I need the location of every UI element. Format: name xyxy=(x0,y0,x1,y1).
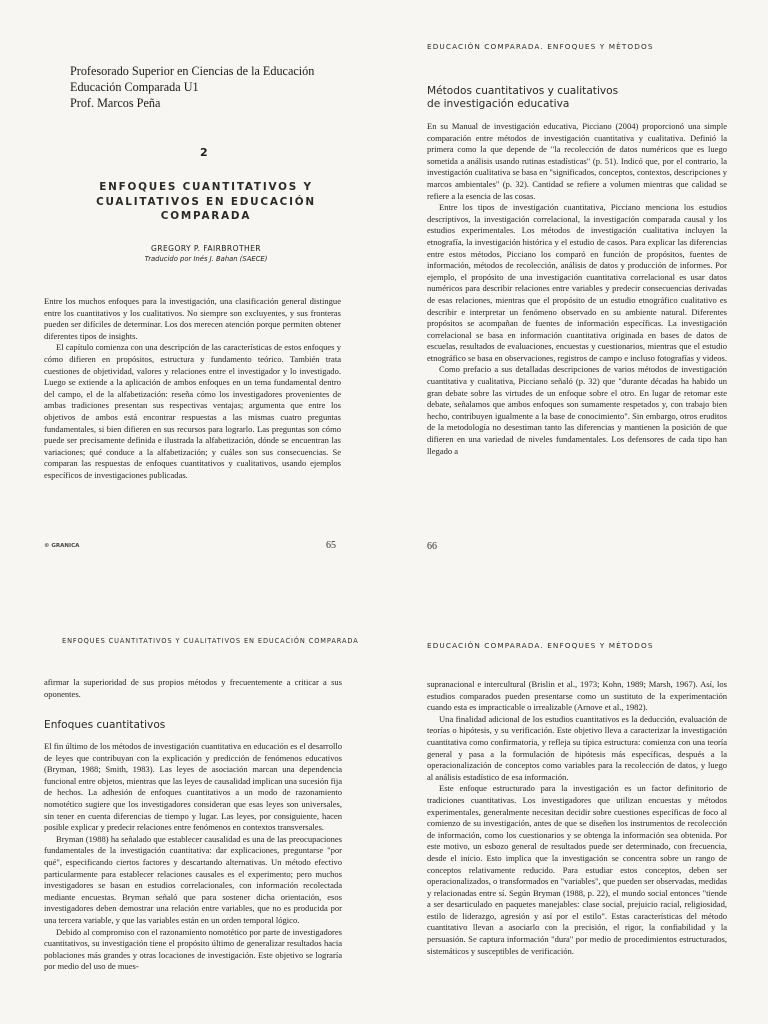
paragraph: En su Manual de investigación educativa, Picciano (2004) proporcionó una simple comparación entre métodos de investigación cuantitativa y cualitativa. Definió la primera como la que depende de "la recolección de datos numéricos que es luego sometida a análisis usando rutinas estadísticas" (p. 51). Indicó que, por el contrario, la investigación cualitativa se basa en "significados, conceptos, contextos, descripciones y marcos ambientales" (p. 32). Cantidad se refiere a volumen mientras que calidad se refiere a la esencia de las cosas. xyxy=(427,121,727,201)
chapter-title-line: CUALITATIVOS EN EDUCACIÓN xyxy=(96,195,316,208)
section-title-line: Métodos cuantitativos y cualitativos xyxy=(427,85,619,97)
paragraph: Entre los tipos de investigación cuantitativa, Picciano menciona los estudios descriptivos, la investigación correlacional, la investigación comparada causal y los estudios experimentales. Los métodos de investigación cualitativa incluyen la etnografía, la investigación histórica y el estudio de casos. Para explicar las diferencias entre estos métodos, Picciano los comparó en función de propósitos, fuentes de información, métodos de recolección, análisis de datos y producción de informes. Por ejemplo, el propósito de una investigación cuantitativa correlacional es usar datos numéricos para describir relaciones entre variables y predecir consecuencias derivadas de esas relaciones, mientras que el propósito de un estudio etnográfico cualitativo es describir e interpretar un fenómeno observado en su ambiente natural. Diferentes propósitos se acompañan de fuentes de información específicas. La investigación correlacional se basa en información cuantitativa originada en bases de datos de escuelas, resultados de evaluaciones, encuestas y cuestionarios, mientras que el estudio etnográfico se basa en observaciones, registros de campo e incluso fotografías y videos. xyxy=(427,202,727,363)
body-text xyxy=(427,121,727,457)
course-line: Profesorado Superior en Ciencias de la Educación xyxy=(70,64,315,78)
paragraph: El capítulo comienza con una descripción de las características de estos enfoques y cómo difieren en propósitos, estructura y fundamento teórico. También trata cuestiones de objetividad, valores y relaciones entre el investigador y lo investigado. Luego se extiende a la aplicación de ambos enfoques en un tema fundamental dentro del campo, el de la alfabetización: reseña cómo los investigadores provenientes de ambas tradiciones presentan sus respectivas ventajas; argumenta que entre los objetivos de ambos está encontrar respuestas a las mismas cuatro preguntas fundamentales, si bien difieren en sus recursos para lograrlo. Las preguntas son cómo puede ser precisamente definida e ilustrada la alfabetización, dónde se encuentran las variaciones; qué conduce a la alfabetización; y cuáles son sus consecuencias. Se comparan las respuestas de enfoques cuantitativos y cualitativos, usando ejemplos específicos de investigaciones publicadas. xyxy=(44,342,341,480)
section-title xyxy=(427,85,618,111)
chapter-title-line: COMPARADA xyxy=(160,210,252,222)
running-header: ENFOQUES CUANTITATIVOS Y CUALITATIVOS EN EDUCACIÓN COMPARADA xyxy=(62,637,359,645)
body-text xyxy=(44,741,342,973)
paragraph: Este enfoque estructurado para la investigación es un factor definitorio de tradiciones cuantitativas. Los investigadores que utilizan encuestas y métodos experimentales, generalmente necesitan decidir sobre cuestiones específicas de foco al comienzo de su investigación, antes de que se diseñen los instrumentos de recolección de información, como los cuestionarios y se obtenga la información sea obtenida. Por este motivo, un esbozo general de resultados puede ser determinado, con frecuencia, desde el inicio. Esto implica que la investigación se concentra sobre un rango de conceptos relativamente reducido. Para estudiar estos conceptos, deben ser operacionalizados, o transformados en "variables", que pueden ser observadas, medidas y relacionadas entre sí. Según Bryman (1988, p. 22), el mundo social entonces "tiende a ser desarticulado en paquetes manejables: clase social, prejuicio racial, religiosidad, estilo de liderazgo, agresión y así por el estilo". Estas características del método cuantitativo llevan a asociarlo con la precisión, el rigor, la confiabilidad y la persuasión. Se captura información "dura" por medio de procedimientos estructurados, sistemáticos y susceptibles de verificación. xyxy=(427,783,727,956)
page-number: 66 xyxy=(427,541,437,552)
running-header: EDUCACIÓN COMPARADA. ENFOQUES Y MÉTODOS xyxy=(427,641,654,650)
chapter-abstract xyxy=(44,296,341,482)
course-header xyxy=(70,63,314,111)
paragraph: Entre los muchos enfoques para la investigación, una clasificación general distingue entre los cuantitativos y los cualitativos. No siempre son excluyentes, y sus fronteras pueden ser difíciles de determinar. Los dos merecen atención porque permiten obtener diferentes tipos de insights. xyxy=(44,296,341,341)
chapter-number: 2 xyxy=(200,146,208,159)
section-title: Enfoques cuantitativos xyxy=(44,719,166,731)
translator-credit: Traducido por Inés J. Bahan (SAECE) xyxy=(144,255,268,263)
paragraph: El fin último de los métodos de investigación cuantitativa en educación es el desarrollo de leyes que contribuyan con la explicación y predicción de fenómenos educativos (Bryman, 1988; Smith, 1983). Las leyes de asociación marcan una dependencia funcional entre objetos, mientras que las leyes de causalidad implican una sucesión fija de hechos. La adhesión de enfoques cuantitativos a un modo de razonamiento nomotético sugiere que los investigadores consideran que esas leyes son universales, sin tener en cuenta diferencias de tiempo y lugar. Las leyes, por consiguiente, hacen posible explicar y predecir relaciones entre fenómenos en contextos transversales. xyxy=(44,741,342,833)
paragraph: Una finalidad adicional de los estudios cuantitativos es la deducción, evaluación de teorías o hipótesis, y su verificación. Este objetivo lleva a caracterizar la investigación cuantitativa como confirmatoria, y refleja su típica estructura: comienza con una teoría general y pasa a la formulación de hipótesis más específicas, después a la operacionalización de conceptos como variables para la recolección de datos, y luego al análisis estadístico de esa información. xyxy=(427,713,727,782)
body-text xyxy=(427,679,727,957)
page-68 xyxy=(384,595,768,1024)
running-header: EDUCACIÓN COMPARADA. ENFOQUES Y MÉTODOS xyxy=(427,42,654,51)
page-67 xyxy=(0,595,384,1024)
publisher-mark: © GRANICA xyxy=(44,543,80,549)
opening-text: afirmar la superioridad de sus propios métodos y frecuentemente a criticar a sus oponentes. xyxy=(44,677,342,699)
paragraph: Como prefacio a sus detalladas descripciones de varios métodos de investigación cuantitativa y cualitativa, Picciano señaló (p. 32) que "durante décadas ha habido un gran debate sobre las virtudes de un enfoque sobre el otro. En lugar de retomar este debate, señalamos que ambos enfoques son sumamente respetados y, con trabajo bien hecho, contribuyen igualmente a la base de conocimiento". Sin embargo, otros eruditos de la metodología no desestiman tanto las diferencias y mantienen la posición de que difieren en una variedad de niveles fundamentales. Los defensores de cada tipo han llegado a xyxy=(427,364,727,456)
paragraph: Bryman (1988) ha señalado que establecer causalidad es una de las preocupaciones fundamentales de la investigación cuantitativa: dar explicaciones, preguntarse "por qué", especificando ciertos factores y descartando alternativas. Un método efectivo particularmente para establecer relaciones causales es el experimento; pero muchos investigadores se basan en estudios correlacionales, con información recolectada mediante encuestas. Bryman señaló que para sostener dicha orientación, esos investigadores deben demostrar una relación entre variables, que no es producida por una tercera variable, y que las variables están en un orden temporal lógico. xyxy=(44,833,342,925)
chapter-title-line: ENFOQUES CUANTITATIVOS Y xyxy=(99,181,313,193)
course-line: Educación Comparada U1 xyxy=(70,80,199,94)
paragraph: supranacional e intercultural (Brislin et al., 1973; Kohn, 1989; Marsh, 1967). Así, los estudios comparados pueden presentarse como un sustituto de la experimentación cuando esta es impracticable o irrealizable (Arnove et al., 1982). xyxy=(427,679,727,713)
page-65 xyxy=(0,0,384,595)
paragraph: Debido al compromiso con el razonamiento nomotético por parte de investigadores cuantitativos, su investigación tiene el propósito último de generalizar resultados hacia poblaciones más grandes y otras locaciones de investigación. Este objetivo se lograría por medio del uso de mues- xyxy=(44,926,342,972)
page-number: 65 xyxy=(326,540,336,551)
author-name: GREGORY P. FAIRBROTHER xyxy=(151,244,261,253)
page-66 xyxy=(384,0,768,595)
course-line: Prof. Marcos Peña xyxy=(70,96,161,110)
chapter-title xyxy=(72,180,340,224)
section-title-line: de investigación educativa xyxy=(427,98,570,110)
